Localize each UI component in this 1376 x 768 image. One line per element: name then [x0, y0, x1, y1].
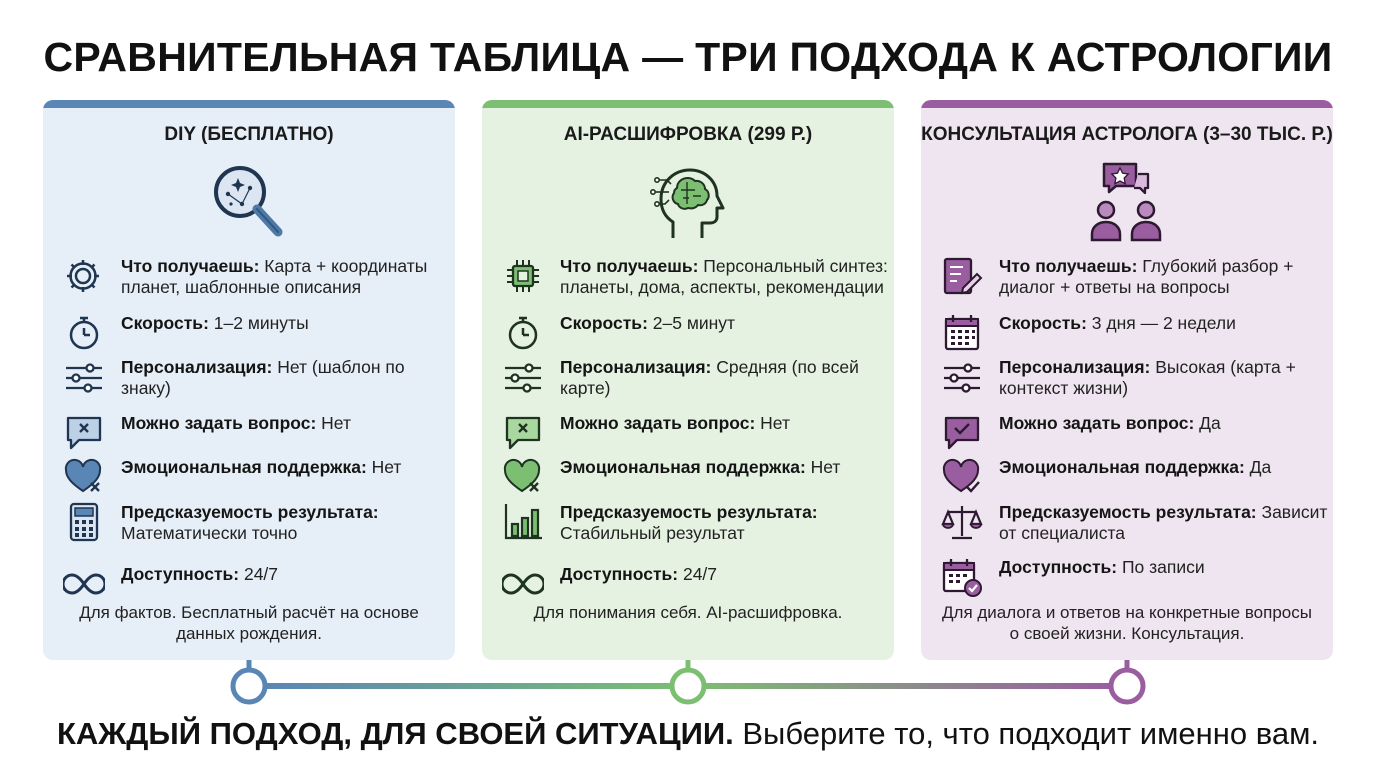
tagline-rest: Выберите то, что подходит именно вам.: [733, 716, 1320, 751]
document-pen-icon: [941, 256, 985, 296]
card-accent-bar: [43, 100, 455, 108]
chat-check-icon: [941, 413, 985, 453]
magnifier-stars-icon: [204, 158, 294, 242]
chat-x-icon: [502, 413, 546, 453]
bar-chart-icon: [502, 502, 546, 542]
tagline-bold: КАЖДЫЙ ПОДХОД, ДЛЯ СВОЕЙ СИТУАЦИИ.: [56, 716, 734, 751]
heart-check-icon: [941, 457, 985, 497]
calculator-icon: [63, 502, 107, 542]
card-title: AI-РАСШИФРОВКА (299 Р.): [563, 124, 813, 145]
stopwatch-icon: [502, 313, 546, 353]
card-ai: AI-РАСШИФРОВКА (299 Р.) Что получаешь: Персональный синтез: планеты, дома, аспекты, рекомендации Скорость: 2–5 минут Персонализация: Средняя (по всей карте) Можно задать вопрос: Нет Эмоциональная поддержка: Нет Предсказуемость результата: Стабильный результат Доступность: 24/7 Для понимания себя. AI-расшифровка.: [482, 100, 894, 660]
calendar-check-icon: [941, 557, 985, 597]
card-title: КОНСУЛЬТАЦИЯ АСТРОЛОГА (3–30 ТЫС. Р.): [921, 124, 1333, 145]
timeline-node-consult: [1111, 670, 1143, 702]
card-note: Для фактов. Бесплатный расчёт на основе данных рождения.: [79, 603, 419, 643]
sliders-icon: [941, 357, 985, 397]
chip-icon: [502, 256, 546, 296]
chat-x-icon: [63, 413, 107, 453]
timeline-node-ai: [672, 670, 704, 702]
card-diy: DIY (БЕСПЛАТНО) Что получаешь: Карта + координаты планет, шаблонные описания Скорость: 1–2 минуты Персонализация: Нет (шаблон по знаку) Можно задать вопрос: Нет Эмоциональная поддержка: Нет Предсказуемость результата: Математически точно Доступность: 24/7 Для фактов. Бесплатный расчёт на основе данных рождения.: [43, 100, 455, 660]
card-note: Для диалога и ответов на конкретные вопросы о своей жизни. Консультация.: [942, 603, 1312, 643]
stopwatch-icon: [63, 313, 107, 353]
gear-icon: [63, 256, 107, 296]
bottom-tagline: [0, 716, 1376, 752]
people-chat-star-icon: [1082, 158, 1172, 242]
sliders-icon: [502, 357, 546, 397]
infinity-icon: [502, 564, 546, 604]
heart-x-icon: [502, 457, 546, 497]
card-title: DIY (БЕСПЛАТНО): [164, 124, 334, 145]
scales-icon: [941, 502, 985, 542]
card-note: Для понимания себя. AI-расшифровка.: [533, 603, 843, 622]
timeline-connector: [0, 655, 1376, 715]
heart-x-icon: [63, 457, 107, 497]
card-accent-bar: [921, 100, 1333, 108]
infinity-icon: [63, 564, 107, 604]
ai-brain-head-icon: [643, 158, 733, 242]
timeline-node-diy: [233, 670, 265, 702]
page-title: СРАВНИТЕЛЬНАЯ ТАБЛИЦА — ТРИ ПОДХОДА К АСТРОЛОГИИ: [43, 34, 1333, 80]
calendar-icon: [941, 313, 985, 353]
card-accent-bar: [482, 100, 894, 108]
sliders-icon: [63, 357, 107, 397]
card-consultation: КОНСУЛЬТАЦИЯ АСТРОЛОГА (3–30 ТЫС. Р.) Что получаешь: Глубокий разбор + диалог + ответы на вопросы Скорость: 3 дня — 2 недели Персонализация: Высокая (карта + контекст жизни) Можно задать вопрос: Да Эмоциональная поддержка: Да Предсказуемость результата: Зависит от специалиста Доступность: По записи Для диалога и ответов на конкретные вопросы о своей жизни. Консультация.: [921, 100, 1333, 660]
